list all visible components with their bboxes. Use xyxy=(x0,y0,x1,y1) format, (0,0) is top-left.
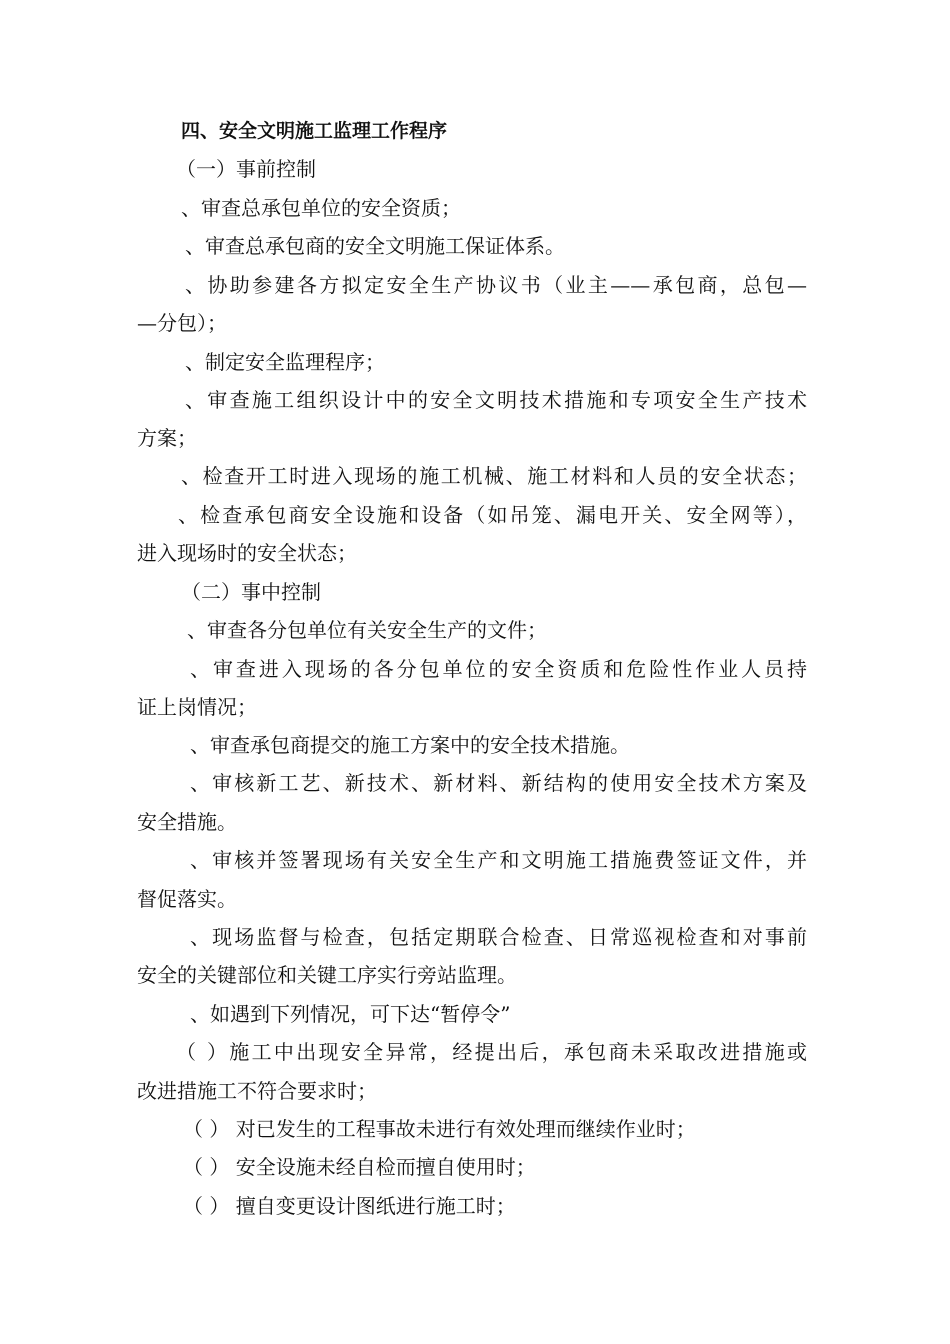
condition-line: （ ） 安全设施未经自检而擅自使用时； xyxy=(183,1155,536,1179)
paragraph-line: 、审查进入现场的各分包单位的安全资质和危险性作业人员持 xyxy=(190,657,807,681)
paragraph-line: 、协助参建各方拟定安全生产协议书（业主——承包商，总包— xyxy=(185,273,807,297)
condition-line: （ ） 对已发生的工程事故未进行有效处理而继续作业时； xyxy=(183,1117,696,1141)
paragraph-line: 、检查开工时进入现场的施工机械、施工材料和人员的安全状态； xyxy=(181,464,807,488)
paragraph-line: —分包）； xyxy=(137,311,227,335)
paragraph-line: 、审查承包商提交的施工方案中的安全技术措施。 xyxy=(190,733,630,757)
paragraph-line: 安全的关键部位和关键工序实行旁站监理。 xyxy=(137,963,517,987)
paragraph-line: 进入现场时的安全状态； xyxy=(137,541,357,565)
section-heading: 四、安全文明施工监理工作程序 xyxy=(181,120,448,142)
condition-line: 改进措施工不符合要求时； xyxy=(137,1079,377,1103)
paragraph-line: 、制定安全监理程序； xyxy=(185,350,385,374)
paragraph-line: 、审查各分包单位有关安全生产的文件； xyxy=(187,618,547,642)
paragraph-line: 督促落实。 xyxy=(137,887,237,911)
paragraph-line: 、审核并签署现场有关安全生产和文明施工措施费签证文件，并 xyxy=(190,848,807,872)
condition-line: （ ）施工中出现安全异常，经提出后，承包商未采取改进措施或 xyxy=(176,1040,807,1064)
section-2-title: （二）事中控制 xyxy=(181,580,321,604)
paragraph-line: 、检查承包商安全设施和设备（如吊笼、漏电开关、安全网等）， xyxy=(178,503,807,527)
paragraph-line: 证上岗情况； xyxy=(137,695,257,719)
paragraph-line: 、审核新工艺、新技术、新材料、新结构的使用安全技术方案及 xyxy=(190,771,807,795)
section-1-title: （一）事前控制 xyxy=(176,157,316,181)
paragraph-line: 、现场监督与检查，包括定期联合检查、日常巡视检查和对事前 xyxy=(190,925,807,949)
condition-line: （ ） 擅自变更设计图纸进行施工时； xyxy=(183,1194,516,1218)
paragraph-line: 方案； xyxy=(137,426,197,450)
paragraph-line: 、如遇到下列情况，可下达“暂停令” xyxy=(190,1002,511,1026)
paragraph-line: 、审查施工组织设计中的安全文明技术措施和专项安全生产技术 xyxy=(185,388,807,412)
paragraph-line: 、审查总承包单位的安全资质； xyxy=(181,196,461,220)
paragraph-line: 安全措施。 xyxy=(137,810,237,834)
paragraph-line: 、审查总承包商的安全文明施工保证体系。 xyxy=(185,234,565,258)
